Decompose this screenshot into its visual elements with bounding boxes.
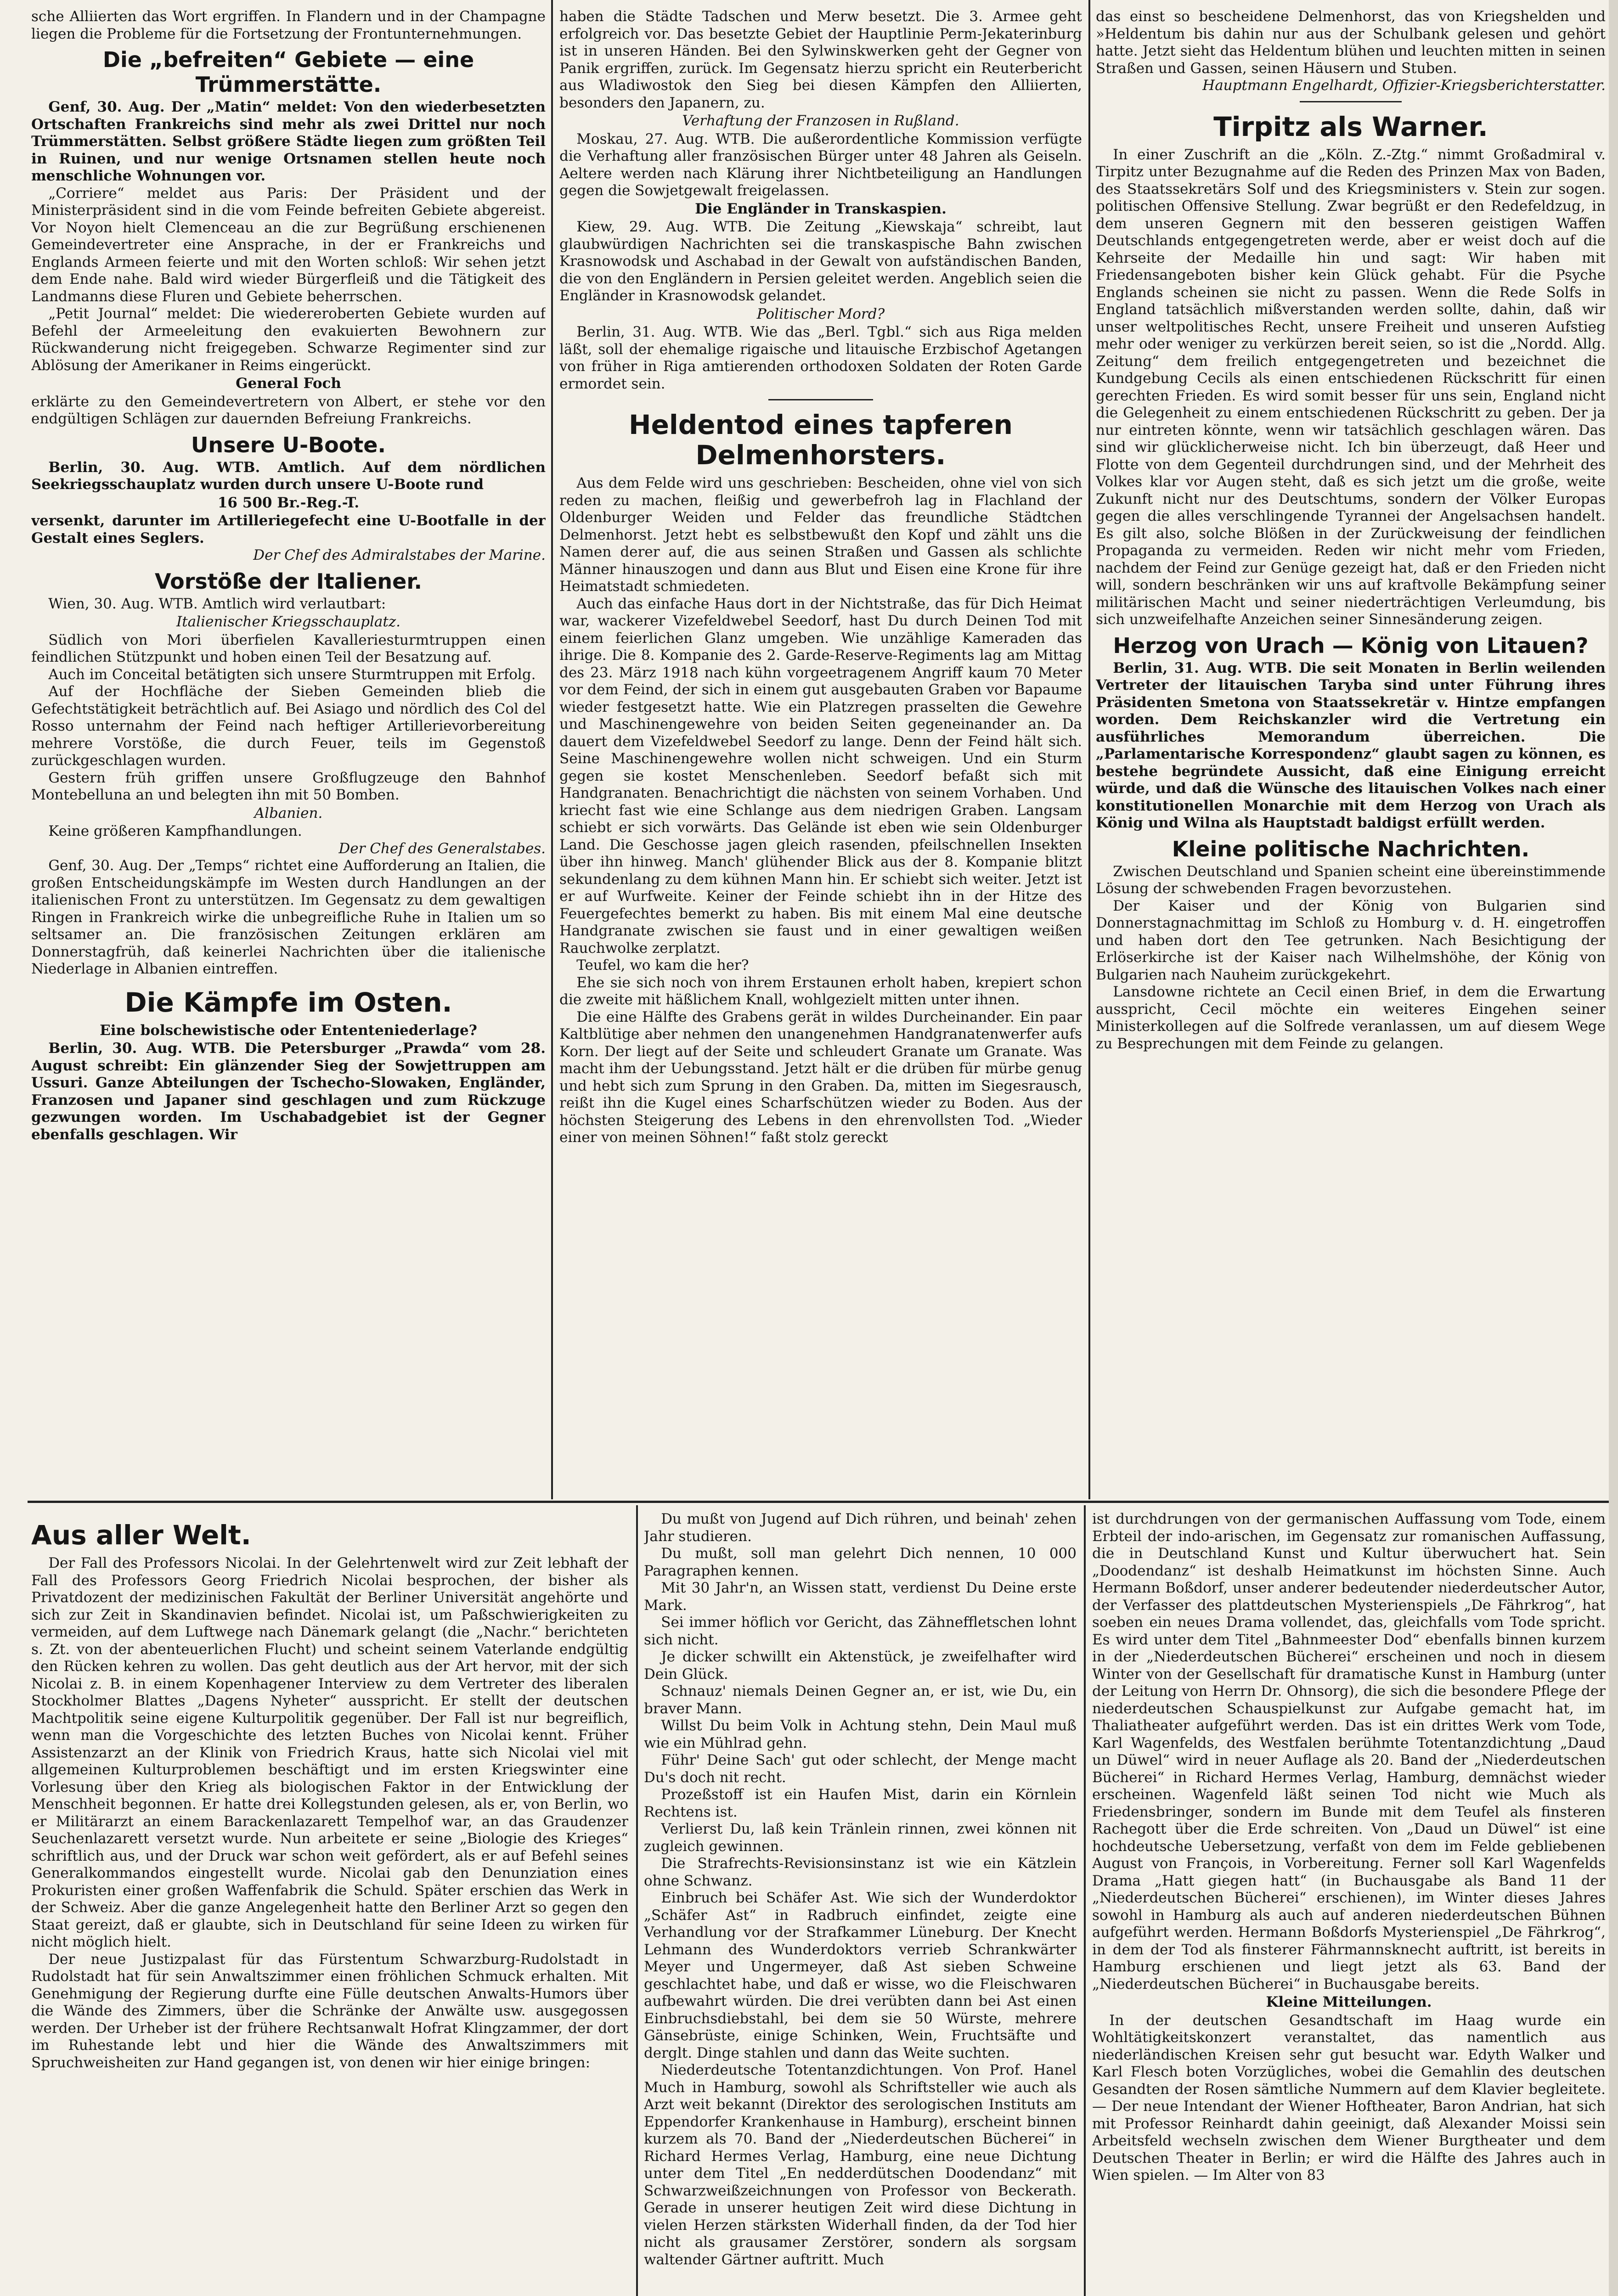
verse-line: Willst Du beim Volk in Achtung stehn, Dein Maul muß wie ein Mühlrad gehn. [644, 1717, 1077, 1751]
text-paragraph: Auch das einfache Haus dort in der Nichtstraße, das für Dich Heimat war, wackerer Vizefeldwebel Seedorf, hast Du durch Deinen Tod mit einem feierlichen Glanz umgeben. Wie unzählige Kameraden das ihrige. Die 8. Kompanie des 2. Garde-Reserve-Regiments lag am Mittag des 23. März 1918 nach kühn vorgeetragenem Angriff kaum 70 Meter vor dem Feind, der sich in einem gut ausgebauten Graben vor Bapaume wieder festgesetzt hatte. Wie ein Platzregen prasselten die Gewehre und Maschinengewehre von beiden Seiten gegeneinander an. Da dauert dem Vizefeldwebel Seedorf zu lange. Denn der Feind hält sich. Seine Maschinengewehre wollen nicht schweigen. Und ein Sturm gegen sie kostet Menschenleben. Seedorf befaßt sich mit Handgranaten. Benachrichtigt die nächsten von seinem Vorhaben. Und kriecht fast wie eine Schlange aus dem niedrigen Graben. Langsam schiebt er sich vorwärts. Das Gelände ist eben wie sein Oldenburger Land. Die Geschosse jagen gleich rasenden, pfeilschnellen Insekten über ihn hinweg. Manch' glühender Blick aus der 8. Kompanie blitzt sekundenlang zu dem kühnen Mann hin. Er schiebt sich weiter. Jetzt ist er auf Wurfweite. Keiner der Feinde schiebt ihn in der Hitze des Feuergefechtes bemerkt zu haben. Bis mit einem Mal eine deutsche Handgranate zwischen sie faust und in einer gewaltigen weißen Rauchwolke zerplatzt. [559, 595, 1082, 957]
verse-line: Die Strafrechts-Revisionsinstanz ist wie ein Kätzlein ohne Schwanz. [644, 1855, 1077, 1889]
headline-tirpitz: Tirpitz als Warner. [1213, 111, 1488, 142]
tonnage-figure: 16 500 Br.-Reg.-T. [217, 494, 360, 511]
verse-line: Sei immer höflich vor Gericht, das Zähneffletschen lohnt sich nicht. [644, 1614, 1077, 1648]
text-paragraph: haben die Städte Tadschen und Merw besetzt. Die 3. Armee geht erfolgreich vor. Das besetzte Gebiet der Hauptlinie Perm-Jekaterinburg ist in unseren Händen. Bei den Sylwinskwerken geht der Gegner von Panik ergriffen, zurück. Im Gegensatz hierzu spricht ein Reuterbericht aus Wladiwostok den Sieg bei diesen Kämpfen den Alliierten, besonders den Japanern, zu. [559, 8, 1082, 111]
signature: Der Chef des Admiralstabes der Marine. [253, 547, 546, 563]
column-rule-3 [636, 1505, 638, 2296]
subheading-politischer-mord: Politischer Mord? [756, 305, 885, 322]
text-paragraph: Der Kaiser und der König von Bulgarien sind Donnerstagnachmittag im Schloß zu Homburg v. d. H. eingetroffen und haben dort den Tee getrunken. Nach Besichtigung der Erlöserkirche ist der Kaiser nach Wilhelmshöhe, der König von Bulgarien nach Nauheim zurückgekehrt. [1096, 897, 1606, 983]
text-paragraph: Berlin, 31. Aug. WTB. Die seit Monaten in Berlin weilenden Vertreter der litauischen Taryba sind unter Führung ihres Präsidenten Smetona von Staatssekretär v. Hintze empfangen worden. Dem Reichskanzler wird die Vertretung ein ausführliches Memorandum überreichen. Die „Parlamentarische Korrespondenz“ glaubt sagen zu können, es bestehe begründete Aussicht, daß eine Einigung erreicht würde, und daß die Wünsche des litauischen Volkes nach einer konstitutionellen Monarchie mit dem Herzog von Urach als König und Wilna als Hauptstadt baldigst erfüllt werden. [1096, 659, 1606, 831]
text-paragraph: Auf der Hochfläche der Sieben Gemeinden blieb die Gefechtstätigkeit beträchtlich auf. Bei Asiago und nördlich des Col del Rosso unternahm der Feind nach heftiger Artillerievorbereitung mehrere Vorstöße, die durch Feuer, teils im Gegenstoß zurückgeschlagen wurden. [31, 683, 546, 769]
text-paragraph: In einer Zuschrift an die „Köln. Z.-Ztg.“ nimmt Großadmiral v. Tirpitz unter Bezugnahme auf die Reden des Prinzen Max von Baden, des Staatssekretärs Solf und des Kriegsministers v. Stein zur sogen. politischen Offensive Stellung. Zwar begrüßt er den Redefeldzug, in dem unseren Gegnern mit den besseren geistigen Waffen Deutschlands entgegengetreten werde, aber er weist doch auf die Kehrseite der Medaille hin und sagt: Wir haben mit Friedensangeboten bisher kein Glück gehabt. Für die Psyche Englands scheinen sie nicht zu passen. Wenn die Rede Solfs in England tatsächlich mißverstanden werden sollte, dahin, daß wir unser weltpolitisches Recht, unsere Freiheit und unseren Aufstieg mehr oder weniger zu verkürzen bereit seien, so ist die „Nordd. Allg. Zeitung“ dem freilich entgegengetreten und bezeichnet die Kundgebung Cecils als einen entschiedenen Rückschritt für einen gerechten Frieden. Es wird somit besser für uns sein, England nicht die Gelegenheit zu einem entschiedenen Rückschritt zu geben. Der ja nur eintreten könnte, wenn wir tatsächlich geschlagen wären. Das sind wir glücklicherweise nicht. Ich bin überzeugt, daß Heer und Flotte von dem Gegenteil durchdrungen sind, und der Mehrheit des Volkes klar vor Augen steht, daß es sich jetzt um die große, weite Zukunft nicht nur des Deutschtums, sondern der Völker Europas gegen die alles verschlingende Tyrannei der Angelsachsen handelt. Es gilt also, solche Blößen in der Zurückweisung der feindlichen Propaganda zu vermeiden. Reden wir nicht mehr vom Frieden, nachdem der Feind zur Genüge gezeigt hat, daß er den Frieden nicht will, sondern beschränken wir uns auf kraftvolle Bekämpfung seiner militärischen Macht und seiner niederträchtigen Verleumdung, bis sich unzweifelhafte Anzeichen seiner Sinnesänderung zeigen. [1096, 146, 1606, 628]
text-paragraph: Gestern früh griffen unsere Großflugzeuge den Bahnhof Montebelluna an und belegten ihn mit 50 Bomben. [31, 769, 546, 803]
subheading-kriegsschauplatz: Italienischer Kriegsschauplatz. [176, 613, 401, 630]
text-paragraph: erklärte zu den Gemeindevertretern von Albert, er stehe vor den endgültigen Schlägen zur dauernden Befreiung Frankreichs. [31, 393, 546, 427]
text-paragraph: Keine größeren Kampfhandlungen. [48, 823, 302, 839]
text-paragraph: Zwischen Deutschland und Spanien scheint eine übereinstimmende Lösung der schwebenden Fragen bevorzustehen. [1096, 863, 1606, 897]
text-paragraph: „Corriere“ meldet aus Paris: Der Präsident und der Ministerpräsident sind in die vom Feinde befreiten Gebiete abgereist. Vor Noyon hielt Clemenceau an die zur Begrüßung erschienenen Gemeindevertreter eine Ansprache, in der er Frankreichs und Englands Armeen feierte und mit den Worten schloß: Wir sehen jetzt dem Ende nahe. Bald wird wieder Bürgerfleiß und die Tätigkeit des Landmanns diese Fluren und Gebiete beherrschen. [31, 185, 546, 305]
headline-kaempfe-osten: Die Kämpfe im Osten. [124, 986, 452, 1018]
verse-line: Mit 30 Jahr'n, an Wissen statt, verdienst Du Deine erste Mark. [644, 1580, 1077, 1614]
text-paragraph: Lansdowne richtete an Cecil einen Brief, in dem die Erwartung ausspricht, Cecil möchte ein weiteres Eingehen seiner Ministerkollegen auf die Solfrede veranlassen, um auf diesem Wege zu Besprechungen mit dem Feinde zu gelangen. [1096, 984, 1606, 1052]
text-paragraph: ist durchdrungen von der germanischen Auffassung vom Tode, einem Erbteil der indo-arischen, im Gegensatz zur romanischen Auffassung, die in Deutschland Kunst und Kultur überwuchert hat. Sein „Doodendanz“ ist deshalb Heimatkunst im höchsten Sinne. Auch Hermann Boßdorf, unser anderer bedeutender niederdeutscher Autor, der Verfasser des plattdeutschen Mysterienspiels „De Fährkrog“, hat soeben ein neues Drama vollendet, das, gleichfalls vom Tode spricht. Es wird unter dem Titel „Bahnmeester Dod“ ebenfalls binnen kurzem in der „Niederdeutschen Bücherei“ erscheinen und noch in diesem Winter von der Gesellschaft für dramatische Kunst in Hamburg (unter der Leitung von Herrn Dr. Ohnsorg), die sich die besondere Pflege der niederdeutschen Schauspielkunst zur Aufgabe gemacht hat, im Thaliatheater aufgeführt werden. Das ist ein drittes Werk vom Tode, Karl Wagenfelds, des Westfalen berühmte Totentanzdichtung „Daud un Düwel“ wird in neuer Auflage als 20. Band der „Niederdeutschen Bücherei“ in Richard Hermes Verlag, Hamburg, demnächst wieder erscheinen. Wagenfeld läßt seinen Tod nicht wie Much als Friedensbringer, sondern im Bunde mit dem Teufel als finsteren Rachegott über die Erde schreiten. Von „Daud un Düwel“ ist eine hochdeutsche Uebersetzung, verfaßt von dem im Felde gebliebenen August von François, in Vorbereitung. Ferner soll Karl Wagenfelds Drama „Hatt giegen hatt“ (in Buchausgabe als Band 11 der „Niederdeutschen Bücherei“ erschienen), im Winter dieses Jahres sowohl in Hamburg als auch auf anderen niederdeutschen Bühnen aufgeführt werden. Hermann Boßdorfs Mysterienspiel „De Fährkrog“, in dem der Tod als finsterer Fährmannsknecht auftritt, ist bereits in Hamburg erschienen und liegt jetzt als 63. Band der „Niederdeutschen Bücherei“ in Buchausgabe bereits. [1092, 1511, 1606, 1992]
verse-line: Du mußt von Jugend auf Dich rühren, und beinah' zehen Jahr studieren. [644, 1511, 1077, 1545]
text-paragraph: das einst so bescheidene Delmenhorst, das von Kriegshelden und »Heldentum bis dahin nur aus der Schulbank gelesen und gehört hatte. Jetzt sieht das Heldentum blühen und leuchten mitten in seinen Straßen und Gassen, seinen Häusern und Stuben. [1096, 8, 1606, 77]
text-paragraph: Kiew, 29. Aug. WTB. Die Zeitung „Kiewskaja“ schreibt, laut glaubwürdigen Nachrichten sei die transkaspische Bahn zwischen Krasnowodsk und Aschabad in der Gewalt von aufständischen Banden, die von den Engländern in Persien geleitet werden. Angeblich seien die Engländer in Krasnowodsk gelandet. [559, 219, 1082, 304]
text-paragraph: Berlin, 30. Aug. WTB. Die Petersburger „Prawda“ vom 28. August schreibt: Ein glänzender Sieg der Sowjettruppen am Ussuri. Ganze Abteilungen der Tschecho-Slowaken, Engländer, Franzosen und Japaner sind geschlagen und zum Rückzuge gezwungen worden. Im Uschabadgebiet ist der Gegner ebenfalls geschlagen. Wir [31, 1040, 546, 1143]
subheading-albanien: Albanien. [254, 805, 323, 822]
headline-heldentod: Heldentod eines tapferen Delmenhorsters. [629, 409, 1013, 471]
text-paragraph: Der Fall des Professors Nicolai. In der Gelehrtenwelt wird zur Zeit lebhaft der Fall des Professors Georg Friedrich Nicolai besprochen, der bisher als Privatdozent der medizinischen Fakultät der Berliner Universität angehörte und sich zur Zeit in Skandinavien befindet. Nicolai ist, um Paßschwierigkeiten zu vermeiden, auf dem Luftwege nach Dänemark gelangt (die „Nachr.“ berichteten s. Zt. von der abenteuerlichen Flucht) und scheint seinem Vaterlande endgültig den Rücken kehren zu wollen. Das geht deutlich aus der Art hervor, mit der sich Nicolai z. B. in einem Kopenhagener Interview zu dem Vertreter des liberalen Stockholmer Blattes „Dagens Nyheter“ ausspricht. Er stellt der deutschen Machtpolitik seine eigene Kulturpolitik gegenüber. Der Fall ist nur begreiflich, wenn man die Vorgeschichte des letzten Buches von Nicolai kennt. Früher Assistenzarzt an der Klinik von Friedrich Kraus, hatte sich Nicolai viel mit allgemeinen Kulturproblemen beschäftigt und im ersten Kriegswinter eine Vorlesung über den Krieg als biologischen Faktor in der Entwicklung der Menschheit begonnen. Er hatte drei Kollegstunden gelesen, als er, von Berlin, wo er Militärarzt an einem Barackenlazarett Tempelhof war, an das Graudenzer Seuchenlazarett versetzt wurde. Nun arbeitete er seine „Biologie des Krieges“ schriftlich aus, und der Druck war schon weit gefördert, als er auf Befehl seines Generalkommandos eingestellt wurde. Nicolai gab den Denunziation eines Prokuristen einer großen Waffenfabrik die Schuld. Später erschien das Werk in der Schweiz. Aber die ganze Angelegenheit hatte den Berliner Arzt so gegen den Staat gereizt, daß er glaubte, sich in Deutschland für seine Ideen zu wirken für nicht möglich hielt. [31, 1555, 628, 1950]
text-paragraph: Ehe sie sich noch von ihrem Erstaunen erholt haben, krepiert schon die zweite mit häßlichem Knall, wohlgezielt mitten unter ihnen. [559, 974, 1082, 1008]
column-rule-2 [1088, 0, 1090, 1499]
subheading-transkaspien: Die Engländer in Transkaspien. [695, 200, 947, 217]
text-paragraph: Niederdeutsche Totentanzdichtungen. Von Prof. Hanel Much in Hamburg, sowohl als Schriftsteller wie auch als Arzt weit bekannt (Direktor des serologischen Instituts am Eppendorfer Krankenhause in Hamburg), erscheint binnen kurzem als 70. Band der „Niederdeutschen Bücherei“ in Richard Hermes Verlag, Hamburg, eine neue Dichtung unter dem Titel „En nedderdütschen Doodendanz“ mit Schwarzweißzeichnungen von Professor von Beckerath. Gerade in unserer heutigen Zeit wird diese Dichtung in vielen Herzen stärksten Widerhall finden, da der Tod hier nicht als grausamer Zerstörer, sondern als sorgsam waltender Gärtner auftritt. Much [644, 2062, 1077, 2268]
text-paragraph: versenkt, darunter im Artilleriegefecht eine U-Bootfalle in der Gestalt eines Seglers. [31, 512, 546, 546]
verse-line: Führ' Deine Sach' gut oder schlecht, der Menge macht Du's doch nit recht. [644, 1752, 1077, 1786]
text-paragraph: Berlin, 30. Aug. WTB. Amtlich. Auf dem nördlichen Seekriegsschauplatz wurden durch unsere U-Boote rund [31, 459, 546, 493]
column-rule-4 [1084, 1505, 1086, 2296]
column-rule-1 [551, 0, 553, 1499]
text-paragraph: Teufel, wo kam die her? [576, 957, 749, 974]
signature: Der Chef des Generalstabes. [338, 840, 546, 857]
column-3 [1096, 8, 1606, 1496]
divider [1300, 101, 1402, 102]
headline-herzog-urach: Herzog von Urach — König von Litauen? [1113, 633, 1589, 658]
column-5 [644, 1511, 1077, 2296]
column-2 [559, 8, 1082, 1496]
text-paragraph: Aus dem Felde wird uns geschrieben: Bescheiden, ohne viel von sich reden zu machen, fleißig und gewerbefroh lag in Flachland der Oldenburger Weiden und Felder das freundliche Städtchen Delmenhorst. Jetzt hebt es selbstbewußt den Kopf und zählt uns die Namen derer auf, die aus seinen Straßen und Gassen als schlichte Männer hinauszogen und dann aus Blut und Eisen eine Krone für ihre Heimatstadt schmiedeten. [559, 475, 1082, 595]
headline-befreite-gebiete: Die „befreiten“ Gebiete — eine Trümmerstätte. [102, 47, 474, 97]
text-paragraph: Genf, 30. Aug. Der „Temps“ richtet eine Aufforderung an Italien, die großen Entscheidungskämpfe im Westen durch Handlungen an der italienischen Front zu unterstützen. Im Gegensatz zu dem gewaltigen Ringen in Frankreich wirke die unbegreifliche Ruhe in Italien um so seltsamer an. Die französischen Zeitungen erklären am Donnerstagfrüh, daß keinerlei Nachrichten über die italienische Niederlage in Albanien eintreffen. [31, 857, 546, 977]
text-paragraph: Berlin, 31. Aug. WTB. Wie das „Berl. Tgbl.“ sich aus Riga melden läßt, soll der ehemalige rigaische und litauische Erzbischof Agetangen von früher in Riga amtierenden orthodoxen Soldaten der Roten Garde ermordet sein. [559, 324, 1082, 392]
column-1 [31, 8, 546, 1496]
verse-line: Schnauz' niemals Deinen Gegner an, er ist, wie Du, ein braver Mann. [644, 1683, 1077, 1717]
headline-aus-aller-welt: Aus aller Welt. [31, 1519, 251, 1551]
subheading-general-foch: General Foch [236, 375, 341, 392]
page-edge [1609, 0, 1618, 2296]
text-paragraph: Einbruch bei Schäfer Ast. Wie sich der Wunderdoktor „Schäfer Ast“ in Radbruch einfindet, zeigte eine Verhandlung vor der Strafkammer Lüneburg. Der Knecht Lehmann des Wunderdoktors verrieb Schrankwärter Meyer und Ungermeyer, daß Ast sieben Schweine geschlachtet habe, und daß er wisse, wo die Fleischwaren aufbewahrt würden. Die drei verübten dann bei Ast einen Einbruchsdiebstahl, bei dem sie 50 Würste, mehrere Gänsebrüste, einige Schinken, Wein, Fruchtsäfte und derglt. Dinge stahlen und dann das Weite suchten. [644, 1890, 1077, 2061]
headline-u-boote: Unsere U-Boote. [191, 432, 386, 457]
headline-kleine-nachrichten: Kleine politische Nachrichten. [1172, 836, 1530, 861]
text-paragraph: sche Alliierten das Wort ergriffen. In Flandern und in der Champagne liegen die Probleme für die Fortsetzung der Frontunternehmungen. [31, 8, 546, 42]
text-paragraph: „Petit Journal“ meldet: Die wiedereroberten Gebiete wurden auf Befehl der Armeeleitung den evakuierten Bewohnern zur Rückwanderung nicht freigegeben. Schwarze Regimenter sind zur Ablösung der Amerikaner in Reims eingerückt. [31, 305, 546, 374]
text-paragraph: Wien, 30. Aug. WTB. Amtlich wird verlautbart: [48, 595, 386, 612]
signature: Hauptmann Engelhardt, Offizier-Kriegsberichterstatter. [1202, 77, 1606, 94]
text-paragraph: Die eine Hälfte des Grabens gerät in wildes Durcheinander. Ein paar Kaltblütige aber nehmen den unangenehmen Handgranatenwerfer aufs Korn. Der liegt auf der Seite und schleudert Granate um Granate. Was macht ihm der Uebungsstand. Jetzt hält er die drüben für mürbe genug und hebt sich zum Sprung in den Graben. Da, mitten im Siegesrausch, reißt ihn die Kugel eines Scharfschützen wieder zu Boden. Aus der höchsten Steigerung des Lebens in den ehrenvollsten Tod. „Wieder einer von meinen Söhnen!“ faßt stolz gereckt [559, 1008, 1082, 1146]
text-paragraph: Genf, 30. Aug. Der „Matin“ meldet: Von den wiederbesetzten Ortschaften Frankreichs sind mehr als zwei Drittel nur noch Trümmerstätten. Selbst größere Städte liegen zum größten Teil in Ruinen, und nur wenige Ortsnamen stellen heute noch menschliche Wohnungen vor. [31, 99, 546, 184]
column-6 [1092, 1511, 1606, 2296]
verse-line: Du mußt, soll man gelehrt Dich nennen, 10 000 Paragraphen kennen. [644, 1545, 1077, 1579]
verse-line: Verlierst Du, laß kein Tränlein rinnen, zwei können nit zugleich gewinnen. [644, 1821, 1077, 1855]
headline-vorstoesse: Vorstöße der Italiener. [155, 568, 422, 594]
text-paragraph: Moskau, 27. Aug. WTB. Die außerordentliche Kommission verfügte die Verhaftung aller französischen Bürger unter 48 Jahren als Geiseln. Aeltere werden nach Klärung ihrer Nichtbeteiligung an Handlungen gegen die Sowjetgewalt freigelassen. [559, 130, 1082, 199]
subheading-niederlage: Eine bolschewistische oder Ententeniederlage? [100, 1022, 477, 1039]
text-paragraph: Der neue Justizpalast für das Fürstentum Schwarzburg-Rudolstadt in Rudolstadt hat für sein Anwaltszimmer einen fröhlichen Schmuck erhalten. Mit Genehmigung der Regierung durfte eine Fülle deutschen Anwalts-Humors über die Wände des Zimmers, über die Schränke der Anwälte usw. ausgegossen werden. Der Urheber ist der frühere Rechtsanwalt Hofrat Klingzammer, der dort im Ruhestande lebt und hier die Wände des Anwaltszimmers mit Spruchweisheiten zur Hand gegangen ist, von denen wir hier einige bringen: [31, 1951, 628, 2071]
text-paragraph: Südlich von Mori überfielen Kavalleriesturmtruppen einen feindlichen Stützpunkt und hoben einen Teil der Besatzung auf. [31, 631, 546, 665]
text-paragraph: In der deutschen Gesandtschaft im Haag wurde ein Wohltätigkeitskonzert veranstaltet, das namentlich aus niederländischen Kreisen sehr gut besucht war. Edyth Walker und Karl Flesch boten Vorzügliches, wobei die Gemahlin des deutschen Gesandten der Rosen sämtliche Nummern auf dem Klavier begleitete. — Der neue Intendant der Wiener Hoftheater, Baron Andrian, hat sich mit Professor Reinhardt dahin geeinigt, daß Alexander Moissi sein Arbeitsfeld wechseln zwischen dem Wiener Burgtheater und dem Deutschen Theater in Berlin; er wird die Hälfte des Jahres auch in Wien spielen. — Im Alter von 83 [1092, 2012, 1606, 2183]
column-4 [31, 1511, 628, 2296]
section-rule [28, 1501, 1609, 1503]
verse-line: Prozeßstoff ist ein Haufen Mist, darin ein Körnlein Rechtens ist. [644, 1786, 1077, 1820]
subheading-kleine-mitteilungen: Kleine Mitteilungen. [1266, 1994, 1432, 2010]
divider [768, 399, 873, 400]
verse-line: Je dicker schwillt ein Aktenstück, je zweifelhafter wird Dein Glück. [644, 1649, 1077, 1683]
subheading-verhaftung: Verhaftung der Franzosen in Rußland. [682, 113, 959, 129]
text-paragraph: Auch im Conceital betätigten sich unsere Sturmtruppen mit Erfolg. [48, 666, 536, 683]
